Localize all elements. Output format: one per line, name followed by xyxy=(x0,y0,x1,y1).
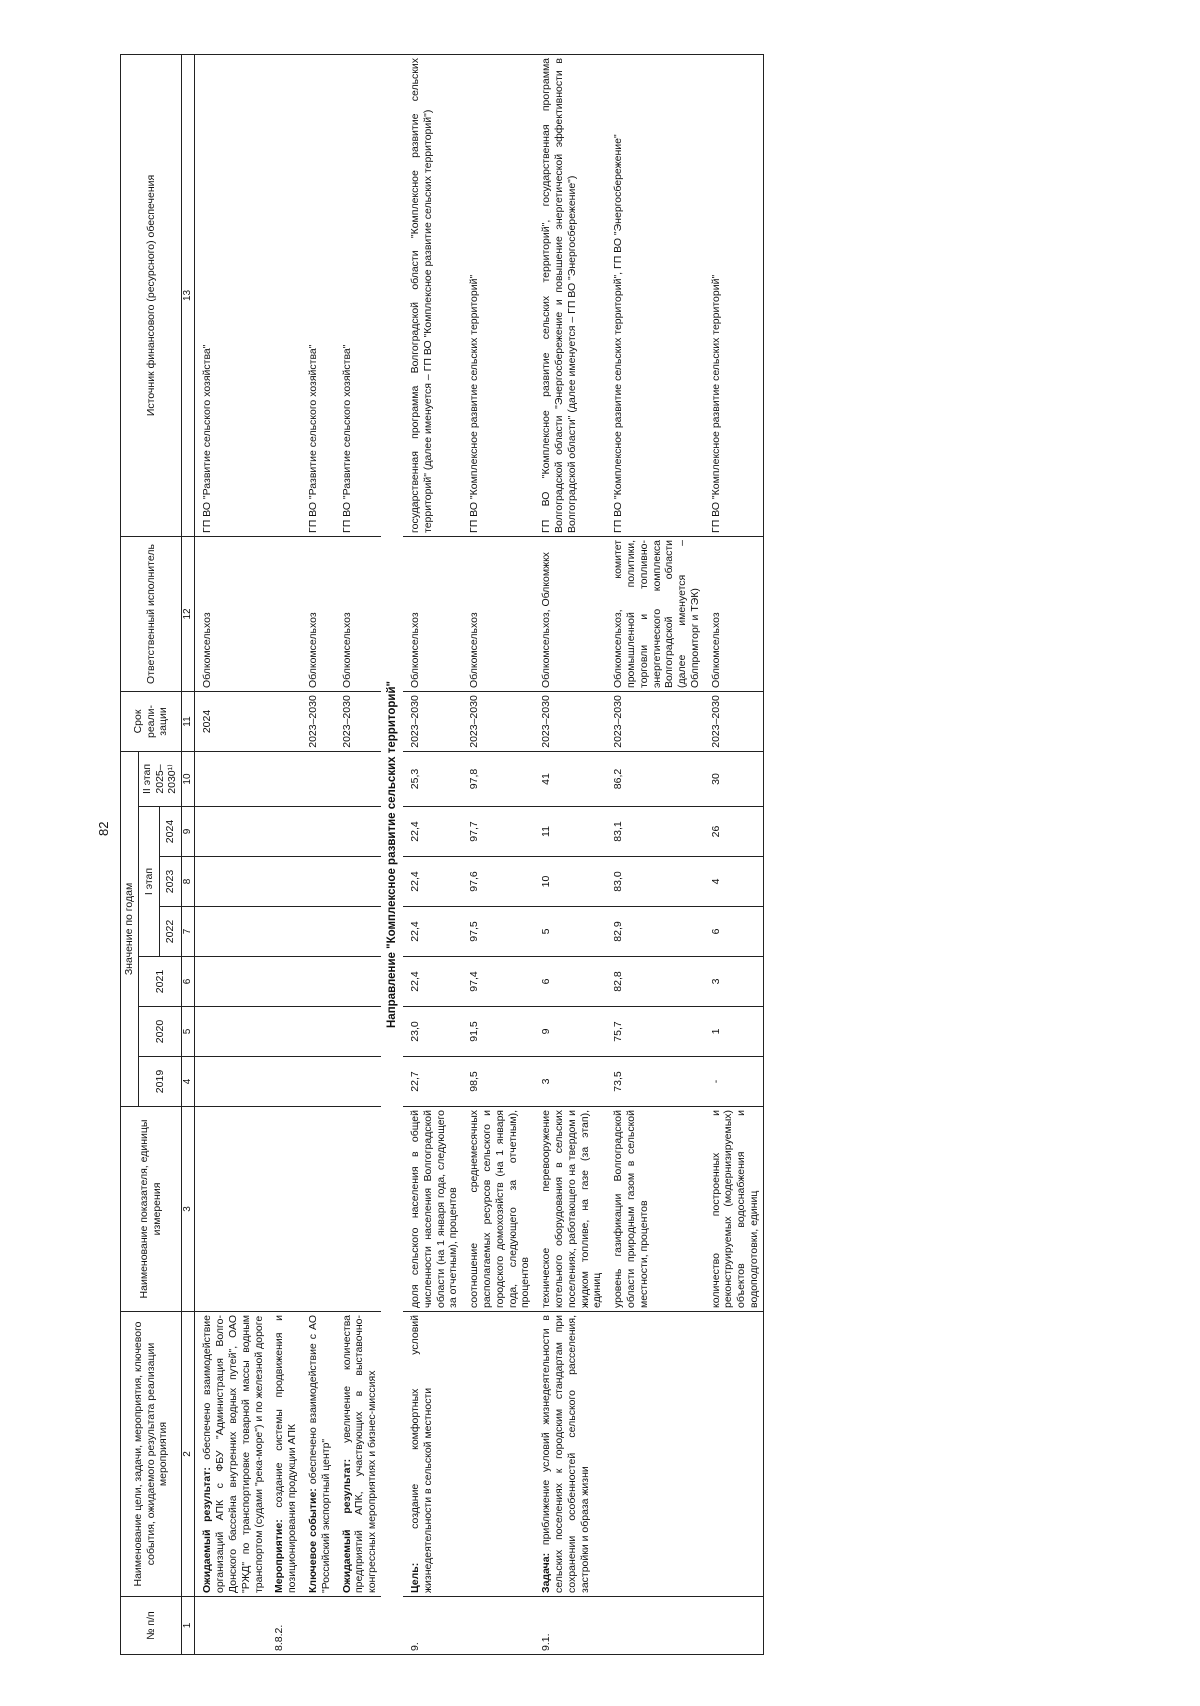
value-v2022: 6 xyxy=(704,907,764,957)
table-row xyxy=(267,54,301,1654)
row-name xyxy=(195,1312,267,1597)
row-number xyxy=(606,1597,704,1655)
row-source: ГП ВО "Развитие сельского хозяйства" xyxy=(195,54,267,536)
value-v2022 xyxy=(267,907,301,957)
value-v2020: 23,0 xyxy=(403,1007,462,1057)
row-executor: Облкомсельхоз xyxy=(403,536,462,691)
value-v2022 xyxy=(195,907,267,957)
header-2021: 2021 xyxy=(138,957,181,1007)
value-v2021: 97,4 xyxy=(462,957,534,1007)
row-indicator xyxy=(195,1107,267,1312)
row-executor: Облкомсельхоз xyxy=(704,536,764,691)
value-v2023: 83,0 xyxy=(606,857,704,907)
row-term: 2023–2030 xyxy=(403,691,462,751)
value-v2023 xyxy=(195,857,267,907)
value-v2023: 97,6 xyxy=(462,857,534,907)
table-row xyxy=(335,54,381,1654)
row-name-text: обеспечено взаимодействие с АО "Российский экспортный центр" xyxy=(306,1315,332,1593)
column-number: 2 xyxy=(182,1312,195,1597)
row-number xyxy=(462,1597,534,1655)
row-term: 2023–2030 xyxy=(462,691,534,751)
page-number: 82 xyxy=(96,821,111,836)
row-number: 8.8.2. xyxy=(267,1597,301,1655)
column-number: 1 xyxy=(182,1597,195,1655)
value-v2021 xyxy=(301,957,335,1007)
row-source: ГП ВО "Комплексное развитие сельских территорий" xyxy=(704,54,764,536)
table-row xyxy=(301,54,335,1654)
column-number: 3 xyxy=(182,1107,195,1312)
header-term: Срок реали-зации xyxy=(121,691,182,751)
row-indicator: количество построенных и реконструируемых (модернизируемых) объектов водоснабжения и водоподготовки, единиц xyxy=(704,1107,764,1312)
value-v2021 xyxy=(195,957,267,1007)
value-v2019 xyxy=(195,1057,267,1107)
row-name-text: приближение условий жизнедеятельности в сельских поселениях к городским стандартам при сохранении особенностей сельского расселения, застройки и образа жизни xyxy=(540,1315,591,1593)
table-row xyxy=(606,54,704,1654)
column-number: 4 xyxy=(182,1057,195,1107)
table-row xyxy=(704,54,764,1654)
row-term: 2023–2030 xyxy=(335,691,381,751)
column-number: 11 xyxy=(182,691,195,751)
value-v2021 xyxy=(335,957,381,1007)
row-source: ГП ВО "Развитие сельского хозяйства" xyxy=(335,54,381,536)
row-label: Цель: xyxy=(408,1562,421,1593)
value-v2022 xyxy=(335,907,381,957)
table-row xyxy=(403,54,462,1654)
row-name xyxy=(301,1312,335,1597)
value-v2030 xyxy=(195,751,267,806)
value-v2030: 30 xyxy=(704,751,764,806)
row-term: 2023–2030 xyxy=(301,691,335,751)
value-v2020 xyxy=(195,1007,267,1057)
value-v2022 xyxy=(301,907,335,957)
value-v2024 xyxy=(195,807,267,857)
row-indicator xyxy=(335,1107,381,1312)
value-v2024: 11 xyxy=(534,807,606,857)
row-name-text: создание комфортных условий жизнедеятельности в сельской местности xyxy=(408,1314,434,1593)
row-number xyxy=(195,1597,267,1655)
row-name xyxy=(267,1312,301,1597)
header-2023: 2023 xyxy=(160,857,182,907)
value-v2021: 82,8 xyxy=(606,957,704,1007)
header-2024: 2024 xyxy=(160,807,182,857)
header-source: Источник финансового (ресурсного) обеспечения xyxy=(121,54,182,536)
column-number: 5 xyxy=(182,1007,195,1057)
header-num: № п/п xyxy=(121,1597,182,1655)
row-name xyxy=(606,1312,704,1597)
column-number: 9 xyxy=(182,807,195,857)
value-v2023: 22,4 xyxy=(403,857,462,907)
row-executor: Облкомсельхоз xyxy=(301,536,335,691)
value-v2024: 83,1 xyxy=(606,807,704,857)
row-name xyxy=(462,1312,534,1597)
value-v2030: 86,2 xyxy=(606,751,704,806)
row-indicator xyxy=(301,1107,335,1312)
value-v2023: 4 xyxy=(704,857,764,907)
table-row xyxy=(534,54,606,1654)
value-v2022: 5 xyxy=(534,907,606,957)
value-v2024: 22,4 xyxy=(403,807,462,857)
row-name xyxy=(534,1312,606,1597)
header-values-by-year: Значение по годам xyxy=(121,751,139,1106)
row-source xyxy=(267,54,301,536)
row-label: Ключевое событие: xyxy=(306,1488,319,1593)
row-source: ГП ВО "Комплексное развитие сельских территорий" xyxy=(462,54,534,536)
value-v2019: 22,7 xyxy=(403,1057,462,1107)
table-body-part-2 xyxy=(403,54,763,1654)
value-v2020: 9 xyxy=(534,1007,606,1057)
value-v2022: 22,4 xyxy=(403,907,462,957)
column-number-row xyxy=(182,54,195,1654)
column-number: 7 xyxy=(182,907,195,957)
value-v2030 xyxy=(267,751,301,806)
value-v2030 xyxy=(301,751,335,806)
value-v2022: 82,9 xyxy=(606,907,704,957)
value-v2023 xyxy=(335,857,381,907)
row-source: ГП ВО "Комплексное развитие сельских территорий", ГП ВО "Энергосбережение" xyxy=(606,54,704,536)
value-v2020: 91,5 xyxy=(462,1007,534,1057)
value-v2024 xyxy=(267,807,301,857)
row-source: государственная программа Волгоградской области "Комплексное развитие сельских территорий" (далее именуется – ГП ВО "Комплексное развитие сельских территорий") xyxy=(403,54,462,536)
value-v2019: - xyxy=(704,1057,764,1107)
row-term: 2023–2030 xyxy=(704,691,764,751)
row-name xyxy=(403,1312,462,1597)
row-number xyxy=(704,1597,764,1655)
header-2020: 2020 xyxy=(138,1007,181,1057)
value-v2019: 73,5 xyxy=(606,1057,704,1107)
column-number: 12 xyxy=(182,536,195,691)
row-indicator xyxy=(267,1107,301,1312)
row-executor: Облкомсельхоз, комитет промышленной политики, торговли и топливно-энергетического комплекса Волгоградской области (далее именуется – Облпромторг и ТЭК) xyxy=(606,536,704,691)
direction-heading: Направление "Комплексное развитие сельских территорий" xyxy=(381,54,403,1654)
value-v2019 xyxy=(301,1057,335,1107)
table-header xyxy=(121,54,195,1654)
value-v2019 xyxy=(267,1057,301,1107)
value-v2020 xyxy=(267,1007,301,1057)
row-term: 2023–2030 xyxy=(606,691,704,751)
table-row xyxy=(195,54,267,1654)
value-v2030: 97,8 xyxy=(462,751,534,806)
value-v2023 xyxy=(301,857,335,907)
direction-section xyxy=(381,54,403,1654)
row-executor: Облкомсельхоз xyxy=(195,536,267,691)
row-source: ГП ВО "Развитие сельского хозяйства" xyxy=(301,54,335,536)
value-v2020: 1 xyxy=(704,1007,764,1057)
column-number: 6 xyxy=(182,957,195,1007)
table-row xyxy=(462,54,534,1654)
row-label: Ожидаемый результат: xyxy=(340,1458,353,1593)
value-v2020 xyxy=(301,1007,335,1057)
row-executor: Облкомсельхоз xyxy=(462,536,534,691)
row-term: 2024 xyxy=(195,691,267,751)
table-body-part-1 xyxy=(195,54,381,1654)
row-name-text: обеспечено взаимодействие организаций АПК с ФБУ "Администрация Волго-Донского бассейна внутренних водных путей", ОАО "РЖД" по транспортировке товарной массы водным транспортом (судами "река-море") и по железной дороге xyxy=(201,1315,265,1593)
header-2019: 2019 xyxy=(138,1057,181,1107)
row-name-text: увеличение количества предприятий АПК, участвующих в выставочно-конгрессных мероприятиях и бизнес-миссиях xyxy=(340,1315,379,1593)
row-number: 9.1. xyxy=(534,1597,606,1655)
value-v2021: 22,4 xyxy=(403,957,462,1007)
row-executor xyxy=(267,536,301,691)
column-number: 13 xyxy=(182,54,195,536)
header-2022: 2022 xyxy=(160,907,182,957)
value-v2021 xyxy=(267,957,301,1007)
row-indicator: техническое перевооружение котельного оборудования в сельских поселениях, работающего на твердом и жидком топливе, на газе (за этап), единиц xyxy=(534,1107,606,1312)
row-term xyxy=(267,691,301,751)
program-table xyxy=(120,54,764,1655)
row-source: ГП ВО "Комплексное развитие сельских территорий", государственная программа Волгоградской области "Энергосбережение и повышение энергетической эффективности в Волгоградской области" (далее именуется – ГП ВО "Энергосбережение") xyxy=(534,54,606,536)
value-v2030: 41 xyxy=(534,751,606,806)
row-label: Мероприятие: xyxy=(273,1519,286,1593)
row-executor: Облкомсельхоз, Облкомжкх xyxy=(534,536,606,691)
value-v2021: 6 xyxy=(534,957,606,1007)
value-v2024: 26 xyxy=(704,807,764,857)
value-v2024: 97,7 xyxy=(462,807,534,857)
header-stage-2: II этап 2025–2030¹⁾ xyxy=(138,751,181,806)
row-name-text: создание системы продвижения и позиционирования продукции АПК xyxy=(273,1315,299,1593)
row-name xyxy=(704,1312,764,1597)
column-number: 8 xyxy=(182,857,195,907)
value-v2021: 3 xyxy=(704,957,764,1007)
rotated-table-sheet xyxy=(120,55,1120,1655)
row-number xyxy=(335,1597,381,1655)
value-v2019 xyxy=(335,1057,381,1107)
value-v2030: 25,3 xyxy=(403,751,462,806)
header-indicator: Наименование показателя, единицы измерения xyxy=(121,1107,182,1312)
row-indicator: соотношение среднемесячных располагаемых ресурсов сельского и городского домохозяйств (на 1 января года, следующего за отчетным), процентов xyxy=(462,1107,534,1312)
row-executor: Облкомсельхоз xyxy=(335,536,381,691)
value-v2020 xyxy=(335,1007,381,1057)
row-term: 2023–2030 xyxy=(534,691,606,751)
row-label: Ожидаемый результат: xyxy=(201,1467,214,1593)
value-v2019: 98,5 xyxy=(462,1057,534,1107)
value-v2022: 97,5 xyxy=(462,907,534,957)
row-label: Задача: xyxy=(540,1552,553,1593)
column-number: 10 xyxy=(182,751,195,806)
row-indicator: доля сельского населения в общей численности населения Волгоградской области (на 1 января года, следующего за отчетным), процентов xyxy=(403,1107,462,1312)
header-executor: Ответственный исполнитель xyxy=(121,536,182,691)
row-name xyxy=(335,1312,381,1597)
row-number xyxy=(301,1597,335,1655)
value-v2023 xyxy=(267,857,301,907)
value-v2020: 75,7 xyxy=(606,1007,704,1057)
value-v2019: 3 xyxy=(534,1057,606,1107)
row-indicator: уровень газификации Волгоградской области природным газом в сельской местности, процентов xyxy=(606,1107,704,1312)
value-v2023: 10 xyxy=(534,857,606,907)
row-number: 9. xyxy=(403,1597,462,1655)
header-stage-1: I этап xyxy=(138,807,160,957)
value-v2024 xyxy=(301,807,335,857)
header-name: Наименование цели, задачи, мероприятия, ключевого события, ожидаемого результата реализации мероприятия xyxy=(121,1312,182,1597)
value-v2024 xyxy=(335,807,381,857)
value-v2030 xyxy=(335,751,381,806)
